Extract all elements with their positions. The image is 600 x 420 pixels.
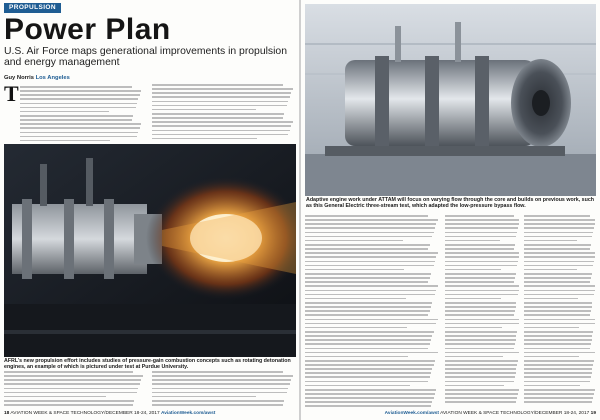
text-line-placeholder <box>445 240 500 242</box>
text-line-placeholder <box>524 393 594 395</box>
text-line-placeholder <box>305 389 436 391</box>
text-line-placeholder <box>4 383 140 385</box>
text-line-placeholder <box>445 248 514 250</box>
text-line-placeholder <box>524 314 590 316</box>
text-line-placeholder <box>305 352 438 354</box>
text-line-placeholder <box>152 84 283 86</box>
text-line-placeholder <box>445 252 519 254</box>
text-line-placeholder <box>445 227 518 229</box>
text-line-placeholder <box>152 105 287 107</box>
text-line-placeholder <box>524 281 590 283</box>
text-line-placeholder <box>4 379 141 381</box>
text-line-placeholder <box>524 310 591 312</box>
text-line-placeholder <box>305 405 431 407</box>
text-line-placeholder <box>152 92 291 94</box>
text-line-placeholder <box>445 323 519 325</box>
text-line-placeholder <box>445 294 518 296</box>
caption-left: AFRL’s new propulsion effort includes studies of pressure-gain combustion concepts such as rotating detonation engines, an example of which is pictured under test at Purdue University. <box>4 358 291 371</box>
text-line-placeholder <box>524 306 592 308</box>
text-line-placeholder <box>152 404 283 406</box>
text-line-placeholder <box>524 385 580 387</box>
text-line-placeholder <box>305 240 403 242</box>
text-line-placeholder <box>305 310 430 312</box>
text-line-placeholder <box>445 265 517 267</box>
text-line-placeholder <box>524 256 595 258</box>
text-line-placeholder <box>445 273 516 275</box>
byline-location: Los Angeles <box>35 75 70 81</box>
text-line-placeholder <box>445 335 516 337</box>
text-line-placeholder <box>445 269 501 271</box>
text-line-placeholder <box>305 269 404 271</box>
text-line-placeholder <box>20 90 141 92</box>
text-line-placeholder <box>524 285 595 287</box>
text-line-placeholder <box>305 385 410 387</box>
text-line-placeholder <box>524 335 592 337</box>
text-line-placeholder <box>445 219 519 221</box>
text-line-placeholder <box>445 244 515 246</box>
text-line-placeholder <box>524 397 593 399</box>
text-line-placeholder <box>524 401 592 403</box>
text-line-placeholder <box>4 404 133 406</box>
dropcap: T <box>4 81 19 106</box>
text-line-placeholder <box>305 372 431 374</box>
text-line-placeholder <box>445 261 518 263</box>
text-line-placeholder <box>524 343 591 345</box>
text-line-placeholder <box>524 252 595 254</box>
text-line-placeholder <box>445 298 501 300</box>
text-line-placeholder <box>305 401 432 403</box>
text-line-placeholder <box>524 323 595 325</box>
text-line-placeholder <box>305 248 428 250</box>
article-column-1-bottom <box>4 371 144 408</box>
text-line-placeholder <box>445 348 514 350</box>
text-line-placeholder <box>445 256 519 258</box>
text-line-placeholder <box>305 397 434 399</box>
caption-right: Adaptive engine work under ATTAM will focus on varying flow through the core and builds on previous work, such as this General Electric three-stream test, which adapted the low-pressure bypass flow. <box>306 197 595 210</box>
article-column-2-bottom <box>152 371 294 408</box>
text-line-placeholder <box>20 86 132 88</box>
text-line-placeholder <box>305 360 435 362</box>
text-line-placeholder <box>524 302 592 304</box>
text-line-placeholder <box>20 127 140 129</box>
publication-line-right: AVIATION WEEK & SPACE TECHNOLOGY/DECEMBER 18-24, 2017 <box>440 411 590 416</box>
text-line-placeholder <box>445 302 516 304</box>
text-line-placeholder <box>445 306 516 308</box>
text-line-placeholder <box>305 281 428 283</box>
text-line-placeholder <box>305 244 430 246</box>
text-line-placeholder <box>305 376 430 378</box>
text-line-placeholder <box>524 265 593 267</box>
text-line-placeholder <box>445 401 516 403</box>
text-line-placeholder <box>305 381 428 383</box>
text-line-placeholder <box>524 294 594 296</box>
byline-author: Guy Norris <box>4 75 34 81</box>
publication-line-left: AVIATION WEEK & SPACE TECHNOLOGY/DECEMBER 18-24, 2017 <box>10 411 160 416</box>
text-line-placeholder <box>524 376 591 378</box>
text-line-placeholder <box>20 107 136 109</box>
text-line-placeholder <box>524 215 590 217</box>
text-line-placeholder <box>445 232 517 234</box>
text-line-placeholder <box>445 376 515 378</box>
text-line-placeholder <box>305 290 436 292</box>
footer-right <box>305 409 596 418</box>
text-line-placeholder <box>305 335 432 337</box>
text-line-placeholder <box>445 327 502 329</box>
text-line-placeholder <box>524 352 595 354</box>
text-line-placeholder <box>305 227 435 229</box>
text-line-placeholder <box>305 285 438 287</box>
text-line-placeholder <box>305 265 434 267</box>
text-line-placeholder <box>445 339 516 341</box>
text-line-placeholder <box>20 115 133 117</box>
text-line-placeholder <box>524 356 579 358</box>
text-line-placeholder <box>524 269 577 271</box>
text-line-placeholder <box>305 273 431 275</box>
text-line-placeholder <box>20 123 141 125</box>
text-line-placeholder <box>524 240 577 242</box>
text-line-placeholder <box>305 339 431 341</box>
text-line-placeholder <box>524 360 594 362</box>
text-line-placeholder <box>445 372 516 374</box>
text-line-placeholder <box>445 368 516 370</box>
text-line-placeholder <box>305 261 435 263</box>
website-link-right[interactable]: AviationWeek.com/awst <box>384 411 440 416</box>
page-number-right: 19 <box>590 411 596 416</box>
text-line-placeholder <box>524 348 590 350</box>
text-line-placeholder <box>152 113 284 115</box>
article-column-3-bottom <box>305 215 439 408</box>
text-line-placeholder <box>524 248 590 250</box>
text-line-placeholder <box>152 130 290 132</box>
text-line-placeholder <box>524 381 590 383</box>
text-line-placeholder <box>152 125 291 127</box>
text-line-placeholder <box>445 364 517 366</box>
text-line-placeholder <box>4 396 106 398</box>
text-line-placeholder <box>445 385 504 387</box>
text-line-placeholder <box>524 232 593 234</box>
text-line-placeholder <box>20 94 140 96</box>
text-line-placeholder <box>445 352 519 354</box>
text-line-placeholder <box>445 381 514 383</box>
text-line-placeholder <box>4 375 143 377</box>
text-line-placeholder <box>445 389 519 391</box>
text-line-placeholder <box>524 339 592 341</box>
text-line-placeholder <box>305 327 407 329</box>
text-line-placeholder <box>305 323 436 325</box>
text-line-placeholder <box>524 298 578 300</box>
text-line-placeholder <box>152 388 288 390</box>
article-column-5 <box>524 215 596 408</box>
text-line-placeholder <box>152 96 290 98</box>
section-tag: PROPULSION <box>4 3 61 13</box>
text-line-placeholder <box>152 101 288 103</box>
text-line-placeholder <box>305 306 431 308</box>
text-line-placeholder <box>4 400 134 402</box>
article-column-2-top <box>152 84 294 142</box>
text-line-placeholder <box>445 343 515 345</box>
headline: Power Plan <box>4 13 171 46</box>
text-line-placeholder <box>305 364 434 366</box>
page-number-left: 18 <box>4 411 10 416</box>
text-line-placeholder <box>445 356 503 358</box>
text-line-placeholder <box>524 327 579 329</box>
text-line-placeholder <box>305 314 428 316</box>
text-line-placeholder <box>445 281 514 283</box>
text-line-placeholder <box>305 277 430 279</box>
text-line-placeholder <box>20 136 137 138</box>
text-line-placeholder <box>152 392 287 394</box>
text-line-placeholder <box>305 348 428 350</box>
text-line-placeholder <box>152 371 283 373</box>
text-line-placeholder <box>305 319 438 321</box>
rotating-detonation-engine-photo <box>4 144 296 357</box>
text-line-placeholder <box>445 314 514 316</box>
text-line-placeholder <box>524 227 594 229</box>
text-line-placeholder <box>152 375 293 377</box>
text-line-placeholder <box>20 111 109 113</box>
text-line-placeholder <box>4 392 137 394</box>
text-line-placeholder <box>445 223 519 225</box>
text-line-placeholder <box>305 256 436 258</box>
text-line-placeholder <box>305 219 438 221</box>
text-line-placeholder <box>445 285 519 287</box>
text-line-placeholder <box>524 364 593 366</box>
text-line-placeholder <box>20 119 132 121</box>
text-line-placeholder <box>305 298 406 300</box>
text-line-placeholder <box>305 343 430 345</box>
text-line-placeholder <box>524 368 592 370</box>
text-line-placeholder <box>305 393 435 395</box>
text-line-placeholder <box>524 319 595 321</box>
text-line-placeholder <box>305 232 434 234</box>
text-line-placeholder <box>152 117 283 119</box>
text-line-placeholder <box>20 132 138 134</box>
text-line-placeholder <box>20 140 110 142</box>
text-line-placeholder <box>4 371 133 373</box>
text-line-placeholder <box>524 372 592 374</box>
text-line-placeholder <box>305 368 432 370</box>
text-line-placeholder <box>524 244 591 246</box>
article-column-4 <box>445 215 520 408</box>
text-line-placeholder <box>445 319 519 321</box>
text-line-placeholder <box>305 236 432 238</box>
text-line-placeholder <box>524 331 593 333</box>
deck: U.S. Air Force maps generational improvements in propulsion and energy management <box>4 46 287 69</box>
text-line-placeholder <box>152 396 256 398</box>
text-line-placeholder <box>20 98 138 100</box>
adaptive-engine-test-photo <box>305 4 596 196</box>
text-line-placeholder <box>524 236 592 238</box>
text-line-placeholder <box>445 310 515 312</box>
text-line-placeholder <box>305 331 434 333</box>
text-line-placeholder <box>152 383 290 385</box>
text-line-placeholder <box>305 294 435 296</box>
text-line-placeholder <box>445 397 517 399</box>
text-line-placeholder <box>305 223 436 225</box>
text-line-placeholder <box>305 215 428 217</box>
text-line-placeholder <box>305 302 432 304</box>
text-line-placeholder <box>305 356 408 358</box>
website-link-left[interactable]: AviationWeek.com/awst <box>160 411 216 416</box>
text-line-placeholder <box>445 277 515 279</box>
text-line-placeholder <box>524 273 592 275</box>
text-line-placeholder <box>445 360 518 362</box>
text-line-placeholder <box>445 290 519 292</box>
article-column-1-top <box>20 86 142 144</box>
text-line-placeholder <box>445 236 516 238</box>
text-line-placeholder <box>152 88 293 90</box>
text-line-placeholder <box>4 388 138 390</box>
text-line-placeholder <box>305 252 438 254</box>
text-line-placeholder <box>152 134 288 136</box>
text-line-placeholder <box>152 379 291 381</box>
text-line-placeholder <box>445 215 514 217</box>
footer-left <box>4 409 296 418</box>
text-line-placeholder <box>152 109 256 111</box>
text-line-placeholder <box>524 290 595 292</box>
text-line-placeholder <box>152 121 293 123</box>
text-line-placeholder <box>524 261 594 263</box>
text-line-placeholder <box>20 103 137 105</box>
text-line-placeholder <box>524 223 595 225</box>
text-line-placeholder <box>524 277 591 279</box>
text-line-placeholder <box>445 393 518 395</box>
text-line-placeholder <box>152 138 257 140</box>
text-line-placeholder <box>152 400 284 402</box>
text-line-placeholder <box>524 219 595 221</box>
text-line-placeholder <box>524 389 595 391</box>
text-line-placeholder <box>445 331 517 333</box>
